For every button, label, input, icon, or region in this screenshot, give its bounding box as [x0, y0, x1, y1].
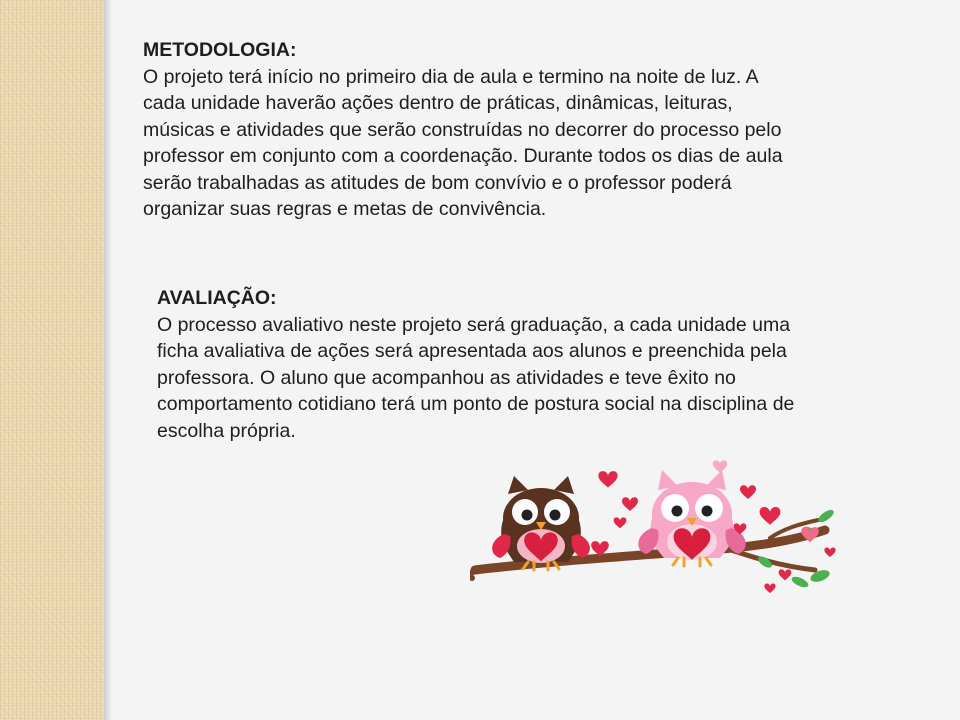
metodologia-body: O projeto terá início no primeiro dia de aula e termino na noite de luz. A cada unidade haverão ações dentro de práticas, dinâmicas, leituras, músicas e atividades que serão construídas no decorrer do processo pelo professor em conjunto com a coordenação. Durante todos os dias de aula serão trabalhadas as atitudes de bom convívio e o professor poderá organizar suas regras e metas de convivência. — [143, 65, 783, 220]
owls-illustration — [470, 458, 850, 608]
decorative-border-texture — [0, 0, 104, 720]
avaliacao-title: AVALIAÇÃO: — [157, 287, 277, 309]
metodologia-title: METODOLOGIA: — [143, 39, 297, 61]
metodologia-section — [143, 37, 863, 223]
avaliacao-section — [157, 285, 897, 444]
border-shadow — [104, 0, 112, 720]
avaliacao-body: O processo avaliativo neste projeto será graduação, a cada unidade uma ficha avaliativa de ações será apresentada aos alunos e preenchida pela professora. O aluno que acompanhou as atividades e teve êxito no comportamento cotidiano terá um ponto de postura social na disciplina de escolha própria. — [157, 313, 795, 442]
